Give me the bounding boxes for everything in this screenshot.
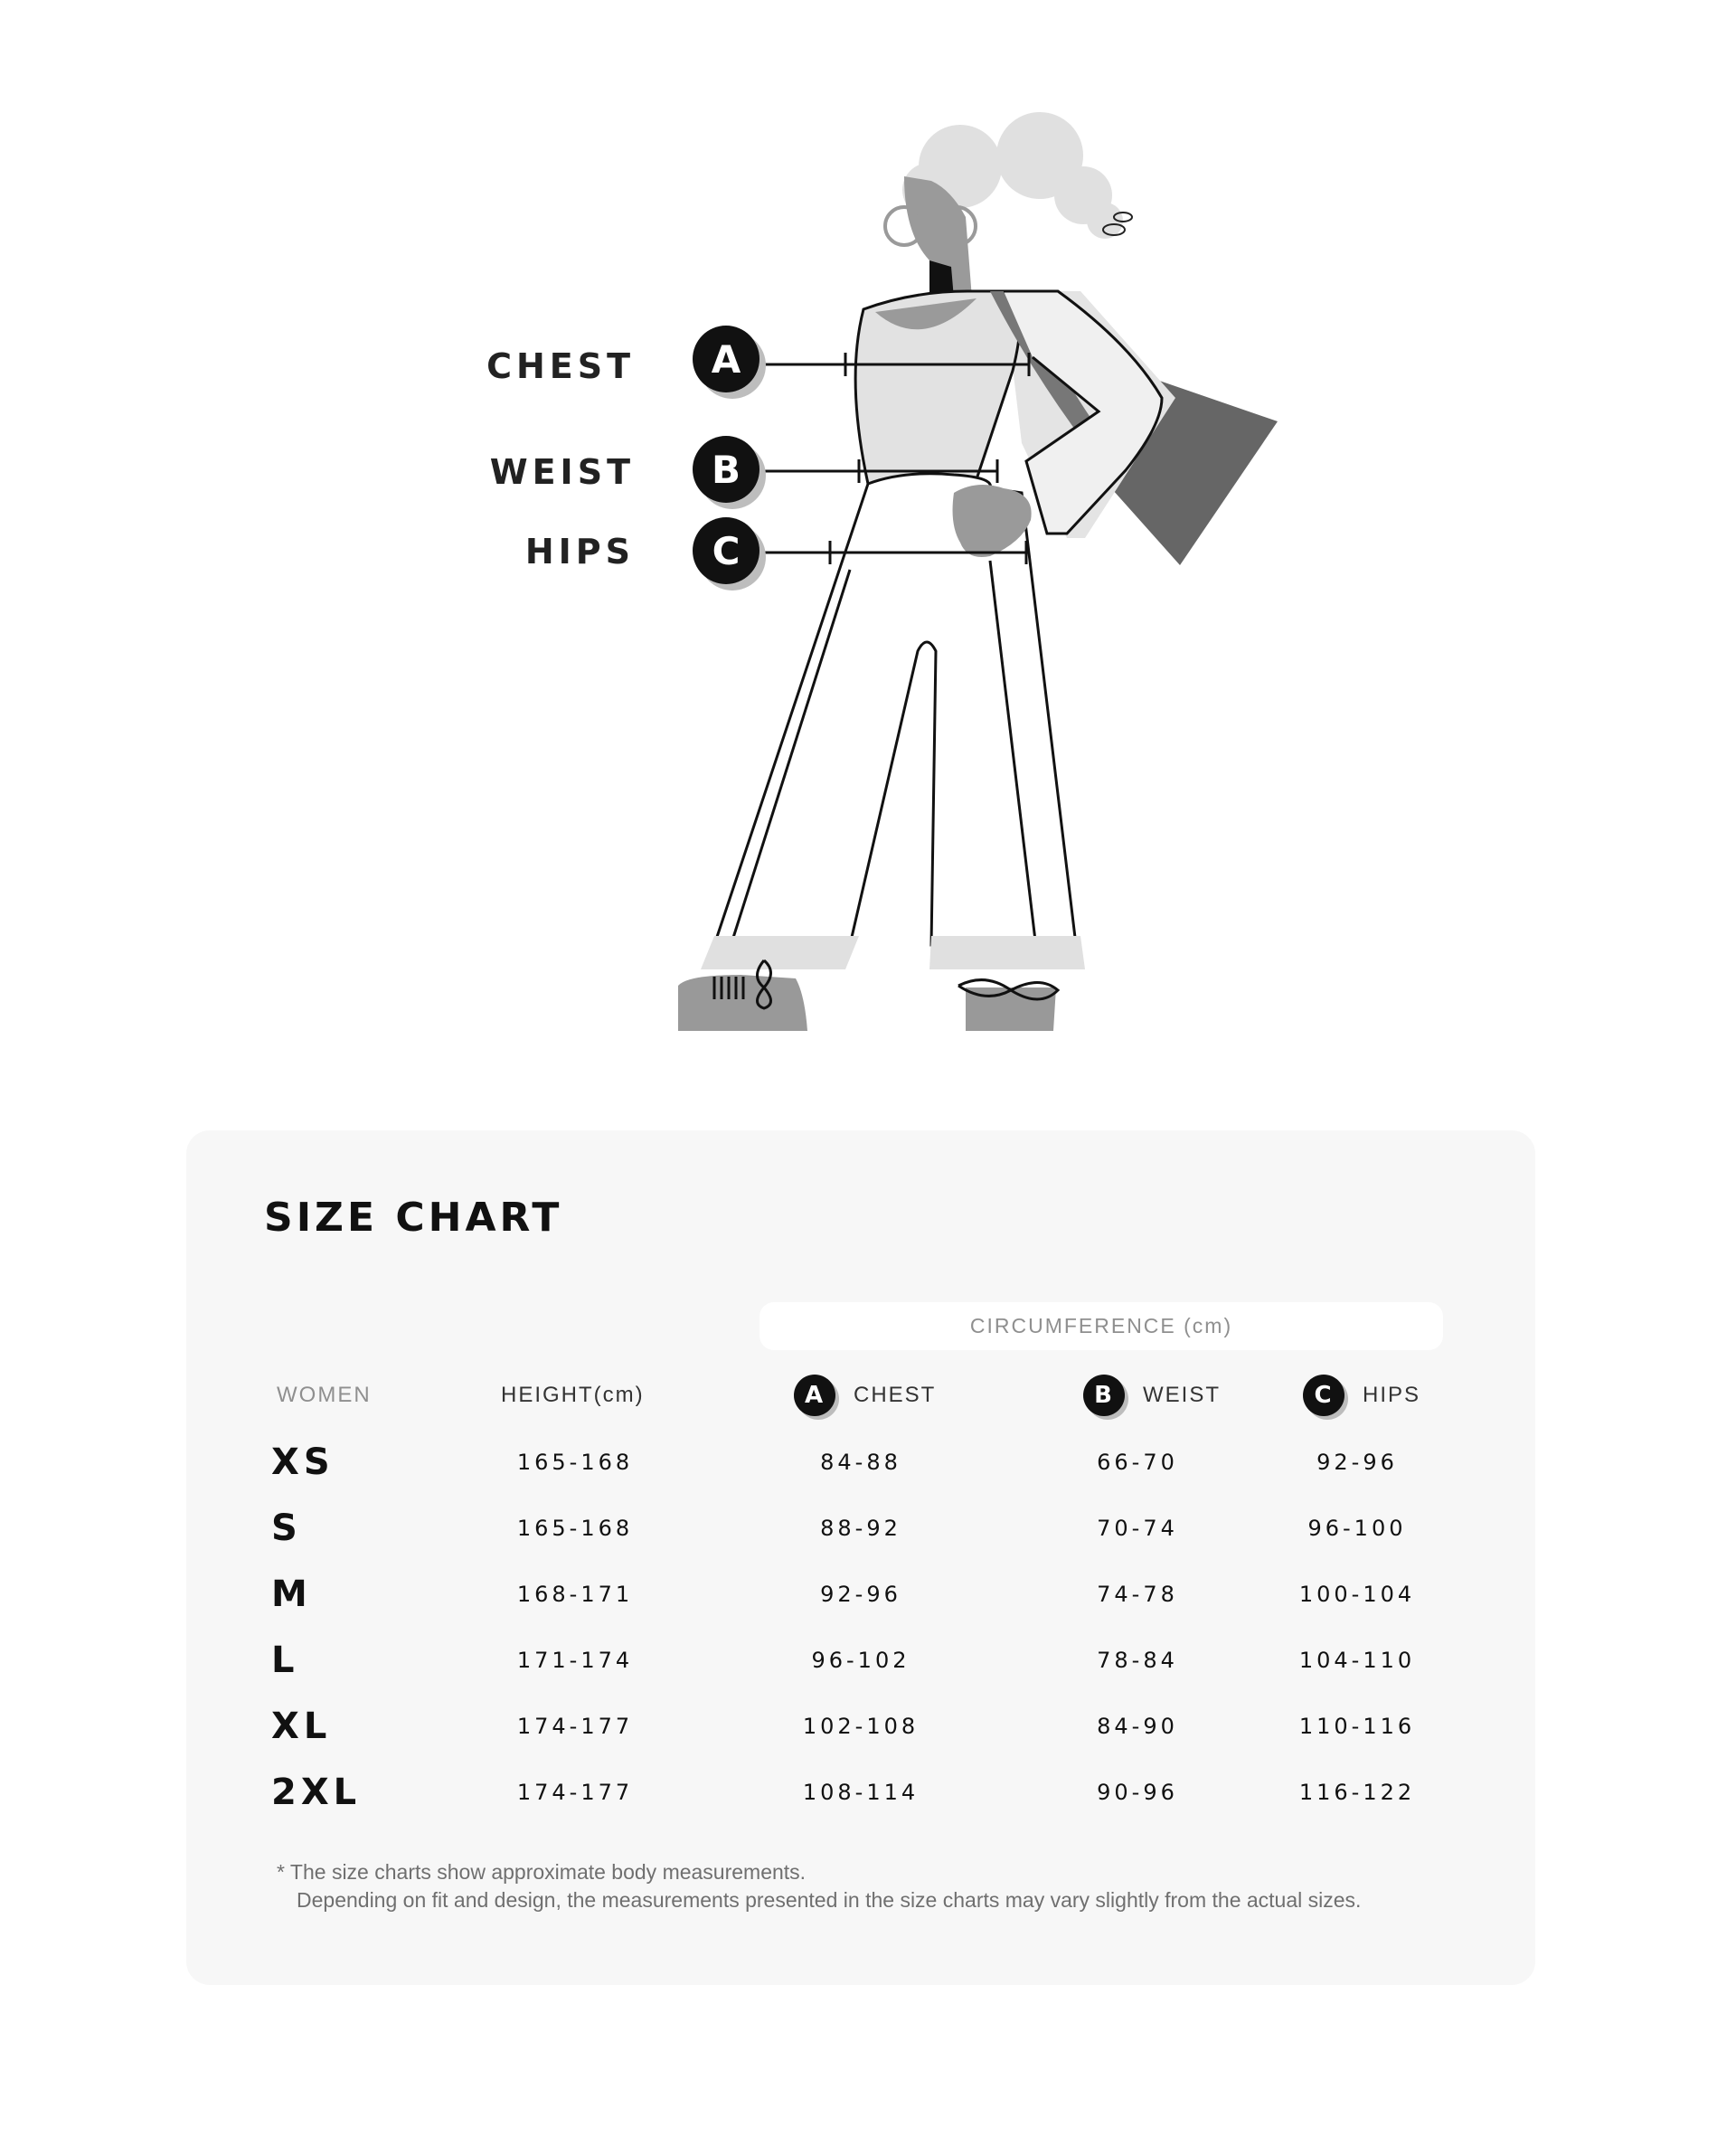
height-cell: 171-174	[516, 1648, 634, 1673]
size-cell: L	[271, 1639, 299, 1681]
size-chart-card	[186, 1130, 1535, 1985]
size-cell: M	[271, 1573, 312, 1615]
badge-c-icon	[693, 517, 766, 591]
badge-b-icon	[693, 436, 766, 509]
size-cell: S	[271, 1507, 302, 1549]
table-row	[186, 1435, 1535, 1489]
table-row	[186, 1633, 1535, 1687]
col-head-women	[277, 1373, 372, 1418]
circumference-header	[760, 1302, 1443, 1350]
weist-cell: 66-70	[1097, 1450, 1178, 1475]
weist-cell: 78-84	[1097, 1648, 1178, 1673]
weist-cell: 90-96	[1097, 1780, 1178, 1805]
cuff-right	[929, 936, 1085, 969]
hips-cell: 116-122	[1298, 1780, 1416, 1805]
col-head-chest	[794, 1373, 936, 1418]
col-head-women-label: WOMEN	[277, 1383, 372, 1407]
hips-cell: 92-96	[1316, 1450, 1398, 1475]
table-row	[186, 1765, 1535, 1819]
svg-text:B: B	[711, 448, 741, 492]
col-head-weist	[1083, 1373, 1221, 1418]
col-head-hips	[1303, 1373, 1420, 1418]
hips-cell: 104-110	[1298, 1648, 1416, 1673]
height-cell: 174-177	[516, 1714, 634, 1739]
table-row	[186, 1567, 1535, 1621]
table-row	[186, 1501, 1535, 1555]
table-row	[186, 1699, 1535, 1753]
badge-b-icon: B	[1083, 1375, 1125, 1416]
chest-cell: 108-114	[802, 1780, 920, 1805]
hips-cell: 96-100	[1307, 1516, 1407, 1541]
woman-illustration	[0, 0, 1736, 1067]
note-line-2: Depending on fit and design, the measurements presented in the size charts may vary slightly from the actual sizes.	[297, 1888, 1362, 1912]
size-cell: XS	[271, 1441, 335, 1483]
size-cell: XL	[271, 1706, 332, 1747]
hips-cell: 110-116	[1298, 1714, 1416, 1739]
height-cell: 165-168	[516, 1450, 634, 1475]
badge-c-icon: C	[1303, 1375, 1344, 1416]
circumference-label: CIRCUMFERENCE (cm)	[969, 1314, 1233, 1337]
label-weist: WEIST	[489, 452, 635, 492]
label-hips: HIPS	[524, 532, 635, 572]
svg-text:C: C	[712, 529, 741, 573]
size-chart-note	[277, 1858, 1361, 1914]
chest-cell: 102-108	[802, 1714, 920, 1739]
badge-a-icon	[693, 326, 766, 399]
col-head-weist-label: WEIST	[1143, 1383, 1221, 1407]
note-line-1: * The size charts show approximate body measurements.	[277, 1860, 807, 1884]
chest-cell: 84-88	[820, 1450, 901, 1475]
chest-cell: 96-102	[811, 1648, 910, 1673]
svg-text:A: A	[711, 337, 741, 382]
chest-cell: 88-92	[820, 1516, 901, 1541]
col-head-hips-label: HIPS	[1363, 1383, 1421, 1407]
cuff-left	[701, 936, 859, 969]
weist-cell: 74-78	[1097, 1582, 1178, 1607]
trousers-shape	[714, 474, 1076, 945]
badge-a-icon: A	[794, 1375, 835, 1416]
col-head-height	[501, 1373, 645, 1418]
col-head-chest-label: CHEST	[854, 1383, 937, 1407]
weist-cell: 70-74	[1097, 1516, 1178, 1541]
hips-cell: 100-104	[1298, 1582, 1416, 1607]
height-cell: 168-171	[516, 1582, 634, 1607]
height-cell: 165-168	[516, 1516, 634, 1541]
label-chest: CHEST	[486, 346, 635, 386]
col-head-height-label: HEIGHT(cm)	[501, 1383, 645, 1407]
size-chart-title: SIZE CHART	[264, 1195, 563, 1241]
weist-cell: 84-90	[1097, 1714, 1178, 1739]
height-cell: 174-177	[516, 1780, 634, 1805]
chest-cell: 92-96	[820, 1582, 901, 1607]
measurement-figure	[0, 0, 1736, 1067]
size-cell: 2XL	[271, 1772, 362, 1813]
